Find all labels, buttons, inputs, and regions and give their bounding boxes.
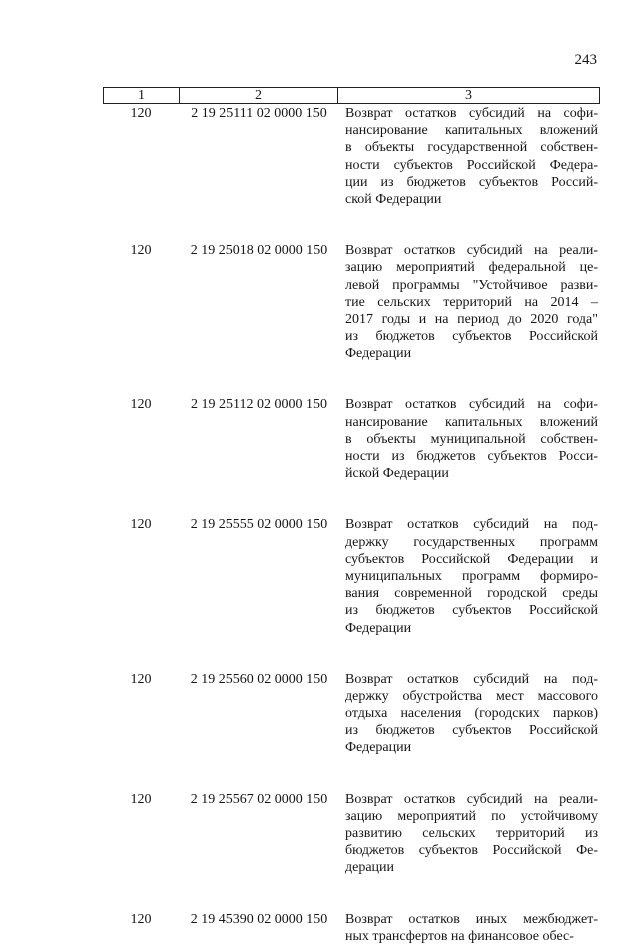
table-row xyxy=(103,242,600,362)
row-budget-code: 2 19 25112 02 0000 150 xyxy=(191,397,327,413)
row-budget-code: 2 19 25555 02 0000 150 xyxy=(190,517,328,533)
description-line: в объекты государственной собствен- xyxy=(345,140,598,156)
description-line: Возврат остатков субсидий на под- xyxy=(345,517,598,533)
description-line: нансирование капитальных вложений xyxy=(345,414,598,430)
table-row xyxy=(103,516,600,636)
header-cell-1: 1 xyxy=(104,88,180,103)
row-description xyxy=(339,911,600,945)
description-line: Возврат остатков субсидий на софи- xyxy=(345,397,598,413)
description-line: ской Федерации xyxy=(345,191,442,207)
description-line: Возврат остатков субсидий на реали- xyxy=(345,791,598,807)
description-line: Федерации xyxy=(345,346,412,362)
table-row xyxy=(103,671,600,757)
description-line: из бюджетов субъектов Российской xyxy=(345,723,598,739)
description-line: из бюджетов субъектов Российской xyxy=(345,603,598,619)
table-row xyxy=(103,396,600,482)
description-line: Федерации xyxy=(345,740,412,756)
row-budget-code: 2 19 25018 02 0000 150 xyxy=(190,243,328,259)
description-line: 2017 годы и на период до 2020 года" xyxy=(345,311,598,327)
row-description xyxy=(339,242,600,362)
row-budget-code: 2 19 25567 02 0000 150 xyxy=(190,791,328,807)
description-line: Возврат остатков субсидий на под- xyxy=(345,671,598,687)
row-budget-code: 2 19 45390 02 0000 150 xyxy=(190,911,328,927)
page-number: 243 xyxy=(574,52,597,68)
row-description xyxy=(339,105,600,208)
description-line: дерации xyxy=(345,860,395,876)
description-line: отдыха населения (городских парков) xyxy=(345,706,598,722)
table-row xyxy=(103,911,600,945)
description-line: левой программы "Устойчивое разви- xyxy=(345,277,598,293)
description-line: нансирование капитальных вложений xyxy=(345,123,598,139)
description-line: зацию мероприятий по устойчивому xyxy=(345,808,598,824)
description-line: ности субъектов Российской Федера- xyxy=(345,157,598,173)
row-description xyxy=(339,671,600,757)
table-row xyxy=(103,105,600,208)
table-row xyxy=(103,791,600,877)
row-budget-code: 2 19 25560 02 0000 150 xyxy=(190,671,328,687)
row-description xyxy=(339,396,600,482)
description-line: ных трансфертов на финансовое обес- xyxy=(345,928,574,944)
description-line: в объекты муниципальной собствен- xyxy=(345,431,598,447)
row-code-group: 120 xyxy=(130,106,152,121)
description-line: ции из бюджетов субъектов Россий- xyxy=(345,174,598,190)
row-code-group: 120 xyxy=(130,791,152,807)
description-line: Возврат остатков субсидий на реали- xyxy=(345,243,598,259)
table-body xyxy=(103,105,600,945)
description-line: субъектов Российской Федерации и xyxy=(345,551,598,567)
description-line: вания современной городской среды xyxy=(345,586,598,602)
description-line: развитию сельских территорий из xyxy=(345,826,598,841)
header-cell-3: 3 xyxy=(465,88,472,103)
row-code-group: 120 xyxy=(130,911,152,927)
description-line: Возврат остатков иных межбюджет- xyxy=(345,911,598,927)
description-line: Федерации xyxy=(345,620,412,636)
description-line: тие сельских территорий на 2014 – xyxy=(345,294,598,310)
row-code-group: 120 xyxy=(130,243,152,259)
description-line: держку государственных программ xyxy=(345,534,598,550)
description-line: из бюджетов субъектов Российской xyxy=(345,329,598,345)
row-budget-code: 2 19 25111 02 0000 150 xyxy=(191,106,327,121)
description-line: зацию мероприятий федеральной це- xyxy=(345,260,598,276)
description-line: муниципальных программ формиро- xyxy=(345,568,598,584)
row-description xyxy=(339,791,600,877)
header-cell-2: 2 xyxy=(180,88,338,103)
table-header-row xyxy=(103,87,600,104)
description-line: йской Федерации xyxy=(345,466,449,482)
description-line: Возврат остатков субсидий на софи- xyxy=(345,106,598,121)
description-line: бюджетов субъектов Российской Фе- xyxy=(345,843,598,859)
row-description xyxy=(339,516,600,636)
row-code-group: 120 xyxy=(130,397,152,413)
row-code-group: 120 xyxy=(130,517,152,533)
row-code-group: 120 xyxy=(130,671,152,687)
description-line: держку обустройства мест массового xyxy=(345,688,598,704)
description-line: ности из бюджетов субъектов Росси- xyxy=(345,449,598,464)
